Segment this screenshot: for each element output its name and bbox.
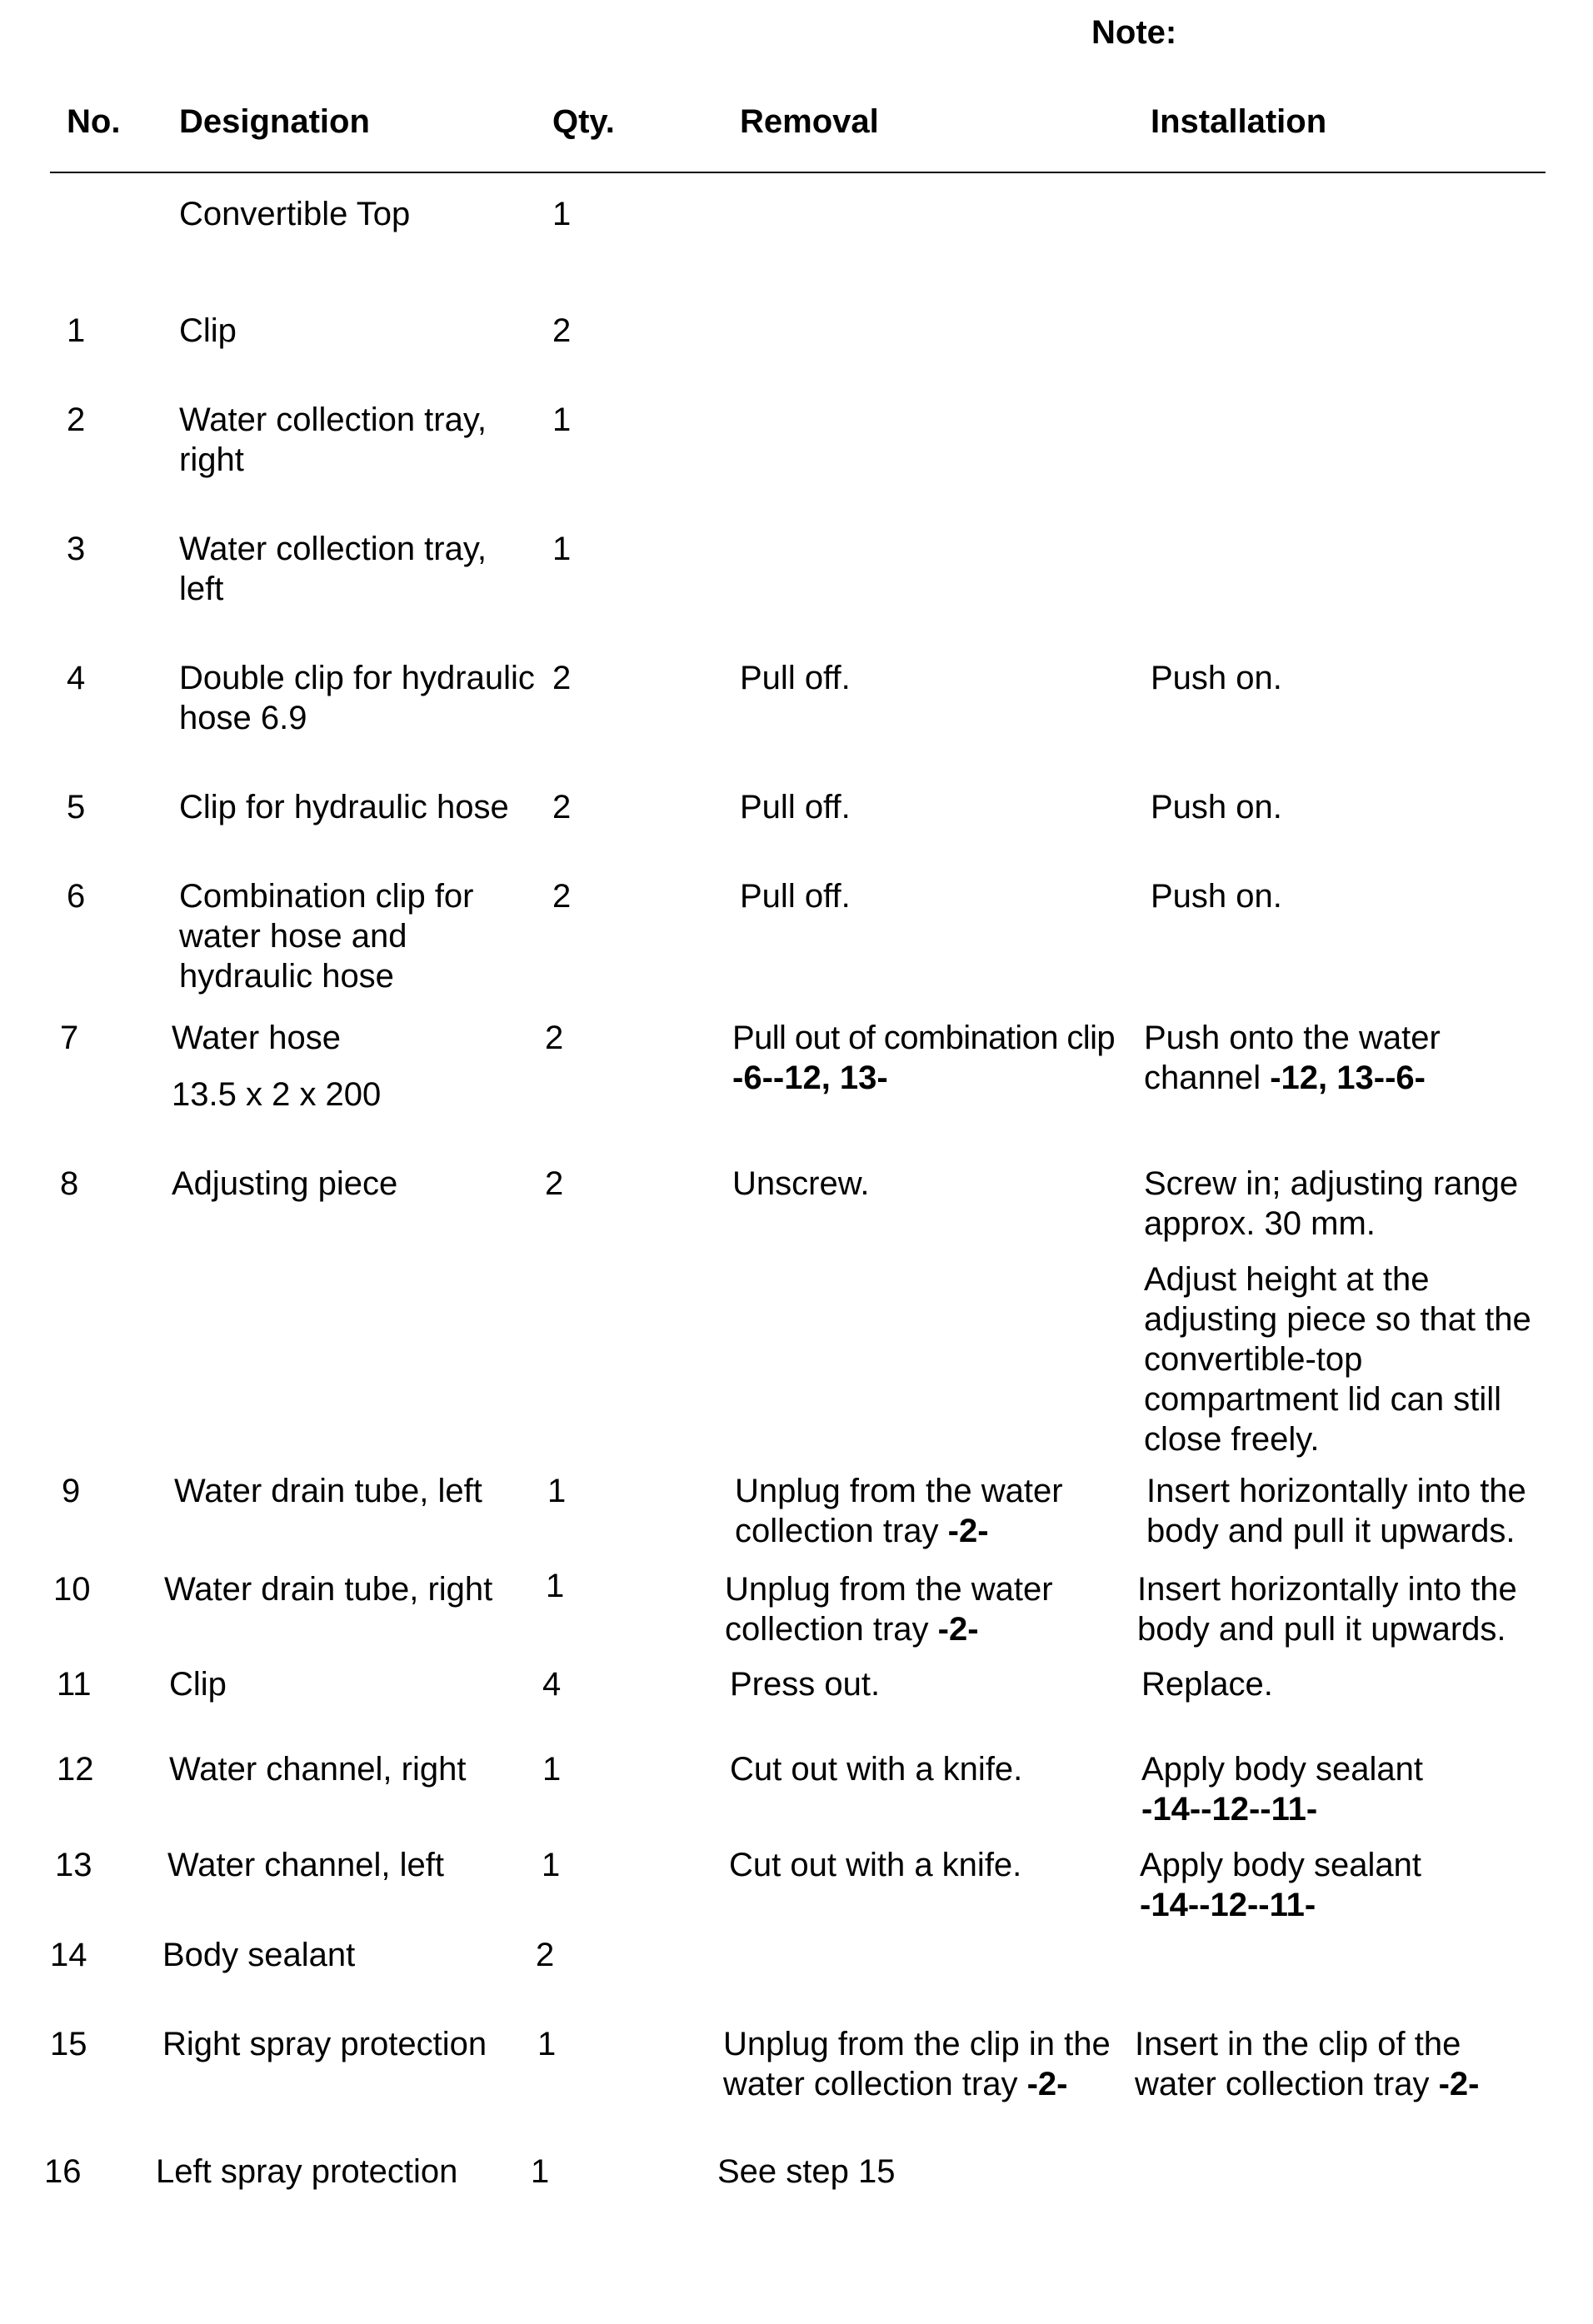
row-number: 10: [53, 1571, 91, 1608]
qty-text: 2: [552, 878, 572, 915]
designation-text: Water channel, left: [167, 1847, 445, 1883]
removal-text: Unplug from the clip in the: [723, 2026, 1111, 2062]
removal-text: Unplug from the water: [735, 1473, 1063, 1509]
qty-text: 1: [552, 196, 572, 232]
removal-text: Cut out with a knife.: [729, 1847, 1022, 1883]
removal-text: Unplug from the water: [725, 1571, 1053, 1608]
installation-text: approx. 30 mm.: [1144, 1205, 1376, 1242]
row-number: 3: [67, 531, 86, 567]
designation-text: Body sealant: [162, 1937, 356, 1973]
row-number: 7: [60, 1020, 79, 1056]
designation-text: Water drain tube, right: [164, 1571, 493, 1608]
designation-text: Water collection tray,: [179, 531, 487, 567]
qty-text: 1: [531, 2153, 550, 2190]
designation-text: hose 6.9: [179, 700, 307, 736]
row-number: 5: [67, 789, 86, 825]
row-number: 9: [62, 1473, 81, 1509]
removal-reference: -6--12, 13-: [732, 1060, 888, 1096]
qty-text: 1: [552, 531, 572, 567]
designation-text: right: [179, 441, 244, 478]
installation-text-part: water collection tray: [1135, 2066, 1439, 2102]
header-no: No.: [67, 103, 121, 140]
qty-text: 1: [552, 401, 572, 438]
installation-text: Insert horizontally into the: [1146, 1473, 1526, 1509]
removal-text: Pull out of combination clip: [732, 1020, 1116, 1056]
qty-text: 1: [547, 1473, 567, 1509]
designation-text: left: [179, 571, 224, 607]
removal-text: [735, 1511, 989, 1551]
row-number: 8: [60, 1165, 79, 1202]
header-qty: Qty.: [552, 103, 615, 140]
designation-text: Clip: [169, 1666, 227, 1703]
installation-text: Screw in; adjusting range: [1144, 1165, 1519, 1202]
designation-text: Water channel, right: [169, 1751, 467, 1788]
removal-text: Press out.: [730, 1666, 881, 1703]
installation-text-part: channel: [1144, 1060, 1271, 1096]
removal-text: [725, 1609, 979, 1649]
installation-text: Push on.: [1151, 878, 1282, 915]
header-divider: [50, 172, 1546, 173]
installation-note: close freely.: [1144, 1421, 1320, 1458]
qty-text: 2: [545, 1020, 564, 1056]
row-number: 14: [50, 1937, 87, 1973]
designation-text: Combination clip for: [179, 878, 474, 915]
row-number: 12: [57, 1751, 94, 1788]
installation-text: Apply body sealant: [1140, 1847, 1422, 1883]
removal-text: Cut out with a knife.: [730, 1751, 1023, 1788]
installation-note: adjusting piece so that the: [1144, 1301, 1531, 1338]
installation-note: compartment lid can still: [1144, 1381, 1502, 1418]
installation-text: Push on.: [1151, 660, 1282, 696]
note-label: Note:: [1091, 14, 1177, 51]
qty-text: 1: [542, 1751, 562, 1788]
installation-text: body and pull it upwards.: [1137, 1611, 1506, 1648]
qty-text: 1: [546, 1568, 565, 1604]
removal-text: Pull off.: [740, 660, 851, 696]
qty-text: 2: [552, 789, 572, 825]
designation-text: Convertible Top: [179, 196, 411, 232]
installation-text: Insert horizontally into the: [1137, 1571, 1517, 1608]
installation-text: Replace.: [1141, 1666, 1273, 1703]
installation-reference: -12, 13--6-: [1270, 1060, 1426, 1096]
row-number: 1: [67, 312, 86, 349]
installation-reference: -14--12--11-: [1141, 1791, 1318, 1828]
row-number: 15: [50, 2026, 87, 2062]
qty-text: 1: [537, 2026, 557, 2062]
removal-text: Unscrew.: [732, 1165, 870, 1202]
designation-text: Clip for hydraulic hose: [179, 789, 509, 825]
designation-text: Water collection tray,: [179, 401, 487, 438]
header-installation: Installation: [1151, 103, 1327, 140]
removal-text: Pull off.: [740, 878, 851, 915]
removal-reference: -2-: [937, 1611, 979, 1648]
row-number: 6: [67, 878, 86, 915]
qty-text: 2: [545, 1165, 564, 1202]
qty-text: 2: [536, 1937, 555, 1973]
row-number: 13: [55, 1847, 92, 1883]
removal-text: See step 15: [717, 2153, 896, 2190]
qty-text: 1: [542, 1847, 561, 1883]
designation-text: Left spray protection: [156, 2153, 458, 2190]
designation-text: Right spray protection: [162, 2026, 487, 2062]
row-number: 2: [67, 401, 86, 438]
removal-text: [723, 2064, 1067, 2104]
removal-text-part: collection tray: [725, 1611, 938, 1648]
installation-text: Push on.: [1151, 789, 1282, 825]
installation-text: body and pull it upwards.: [1146, 1513, 1516, 1549]
installation-text: Apply body sealant: [1141, 1751, 1424, 1788]
removal-reference: -2-: [947, 1513, 989, 1549]
removal-text-part: collection tray: [735, 1513, 948, 1549]
designation-text: Adjusting piece: [172, 1165, 398, 1202]
designation-text: Water hose: [172, 1020, 342, 1056]
installation-reference: -14--12--11-: [1140, 1887, 1316, 1923]
removal-text: Pull off.: [740, 789, 851, 825]
installation-note: Adjust height at the: [1144, 1261, 1430, 1298]
installation-text: [1144, 1058, 1426, 1098]
header-removal: Removal: [740, 103, 879, 140]
designation-text: 13.5 x 2 x 200: [172, 1076, 382, 1113]
installation-text: [1135, 2064, 1479, 2104]
row-number: 16: [44, 2153, 82, 2190]
installation-text: Push onto the water: [1144, 1020, 1441, 1056]
installation-text: Insert in the clip of the: [1135, 2026, 1461, 2062]
designation-text: water hose and: [179, 918, 407, 955]
qty-text: 2: [552, 312, 572, 349]
row-number: 11: [57, 1666, 92, 1703]
installation-reference: -2-: [1438, 2066, 1480, 2102]
removal-text-part: water collection tray: [723, 2066, 1027, 2102]
designation-text: Water drain tube, left: [174, 1473, 482, 1509]
row-number: 4: [67, 660, 86, 696]
qty-text: 2: [552, 660, 572, 696]
removal-reference: -2-: [1026, 2066, 1068, 2102]
designation-text: Double clip for hydraulic: [179, 660, 535, 696]
designation-text: Clip: [179, 312, 237, 349]
qty-text: 4: [542, 1666, 562, 1703]
header-designation: Designation: [179, 103, 370, 140]
designation-text: hydraulic hose: [179, 958, 394, 995]
installation-note: convertible-top: [1144, 1341, 1363, 1378]
